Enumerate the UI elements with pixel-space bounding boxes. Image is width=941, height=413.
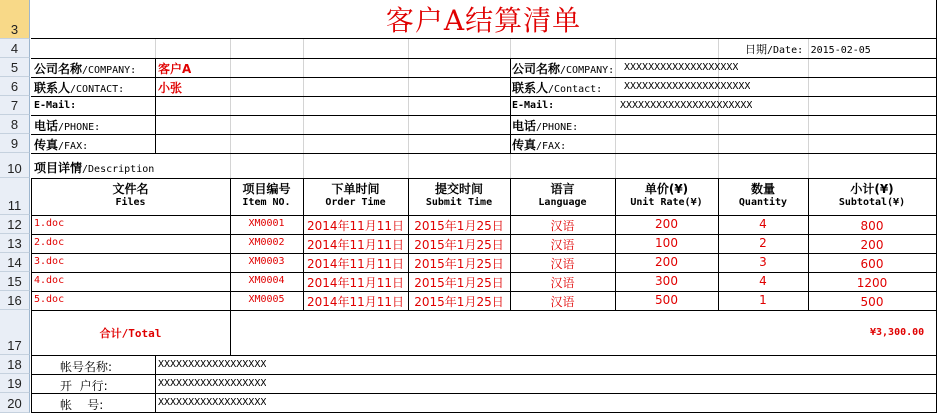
language-cell[interactable]: 汉语: [550, 238, 575, 252]
column-header-item-no[interactable]: 项目编号 Item NO.: [242, 182, 291, 208]
column-header-unit-rate[interactable]: 单价(¥) Unit Rate(¥): [630, 182, 703, 208]
bank-label: 开 户行:: [60, 379, 108, 393]
column-header-subtotal[interactable]: 小计(¥) Subtotal(¥): [838, 182, 906, 208]
language-cell[interactable]: 汉语: [550, 219, 575, 233]
account-name-value: XXXXXXXXXXXXXXXXXX: [158, 359, 267, 370]
subtotal-cell[interactable]: 200: [860, 238, 884, 252]
order-time-cell[interactable]: 2014年11月11日: [306, 257, 405, 271]
client-company-value: 客户A: [158, 62, 192, 76]
order-time-cell[interactable]: 2014年11月11日: [306, 276, 405, 290]
row-header[interactable]: 12: [0, 215, 30, 234]
date-label-en: /Date:: [767, 45, 804, 56]
item-cell[interactable]: XM0004: [248, 275, 285, 286]
unit-rate-cell[interactable]: 500: [655, 293, 678, 307]
client-contact-label: 联系人/CONTACT:: [34, 81, 125, 95]
file-cell[interactable]: 4.doc: [34, 275, 65, 286]
row-header[interactable]: 20: [0, 393, 30, 413]
submit-time-cell[interactable]: 2015年1月25日: [414, 238, 504, 252]
row-header[interactable]: 4: [0, 39, 30, 58]
page-title: 客户A结算清单: [385, 4, 582, 37]
date-value: 2015-02-05: [810, 45, 871, 56]
item-cell[interactable]: XM0001: [248, 218, 285, 229]
subtotal-cell[interactable]: 600: [860, 257, 884, 271]
quantity-cell[interactable]: 3: [759, 255, 767, 269]
account-no-value: XXXXXXXXXXXXXXXXXX: [158, 397, 267, 408]
order-time-cell[interactable]: 2014年11月11日: [306, 238, 405, 252]
vendor-company-value: XXXXXXXXXXXXXXXXXXX: [624, 62, 739, 73]
item-cell[interactable]: XM0005: [248, 294, 285, 305]
total-label: 合计/Total: [99, 327, 162, 340]
vendor-contact-label: 联系人/Contact:: [512, 81, 603, 95]
file-cell[interactable]: 5.doc: [34, 294, 65, 305]
subtotal-cell[interactable]: 800: [860, 219, 884, 233]
file-cell[interactable]: 1.doc: [34, 218, 65, 229]
row-header[interactable]: 11: [0, 178, 30, 215]
column-header-quantity[interactable]: 数量 Quantity: [738, 182, 788, 208]
account-no-label: 帐 号:: [60, 398, 104, 412]
order-time-cell[interactable]: 2014年11月11日: [306, 219, 405, 233]
client-contact-value: 小张: [158, 81, 183, 95]
description-label: 项目详情/Description: [34, 161, 155, 175]
row-header[interactable]: 19: [0, 374, 30, 393]
bank-value: XXXXXXXXXXXXXXXXXX: [158, 378, 267, 389]
quantity-cell[interactable]: 1: [759, 293, 767, 307]
account-name-label: 帐号名称:: [60, 360, 113, 374]
quantity-cell[interactable]: 4: [759, 217, 767, 231]
vendor-phone-label: 电话/PHONE:: [512, 119, 579, 133]
row-header[interactable]: 18: [0, 355, 30, 374]
total-value[interactable]: ¥3,300.00: [870, 327, 925, 338]
row-header[interactable]: 15: [0, 272, 30, 291]
client-company-label: 公司名称/COMPANY:: [34, 62, 137, 76]
subtotal-cell[interactable]: 500: [860, 295, 884, 309]
row-header[interactable]: 5: [0, 58, 30, 77]
quantity-cell[interactable]: 2: [759, 236, 767, 250]
client-phone-label: 电话/PHONE:: [34, 119, 101, 133]
date-label: 日期: [745, 43, 767, 56]
vendor-fax-label: 传真/FAX:: [512, 138, 567, 152]
submit-time-cell[interactable]: 2015年1月25日: [414, 219, 504, 233]
row-header[interactable]: 3: [0, 0, 30, 39]
row-header[interactable]: 10: [0, 153, 30, 178]
vendor-contact-value: XXXXXXXXXXXXXXXXXXXXX: [624, 81, 751, 92]
item-cell[interactable]: XM0002: [248, 237, 285, 248]
vendor-company-label: 公司名称/COMPANY:: [512, 62, 615, 76]
item-cell[interactable]: XM0003: [248, 256, 285, 267]
column-header-submit-time[interactable]: 提交时间 Submit Time: [425, 182, 493, 208]
file-cell[interactable]: 2.doc: [34, 237, 65, 248]
row-header[interactable]: 9: [0, 134, 30, 153]
order-time-cell[interactable]: 2014年11月11日: [306, 295, 405, 309]
row-header[interactable]: 14: [0, 253, 30, 272]
file-cell[interactable]: 3.doc: [34, 256, 65, 267]
row-header[interactable]: 7: [0, 96, 30, 115]
row-header[interactable]: 6: [0, 77, 30, 96]
unit-rate-cell[interactable]: 300: [655, 274, 678, 288]
language-cell[interactable]: 汉语: [550, 295, 575, 309]
unit-rate-cell[interactable]: 200: [655, 255, 678, 269]
client-email-label: E-Mail:: [34, 100, 77, 111]
row-header[interactable]: 13: [0, 234, 30, 253]
submit-time-cell[interactable]: 2015年1月25日: [414, 276, 504, 290]
quantity-cell[interactable]: 4: [759, 274, 767, 288]
row-header[interactable]: 16: [0, 291, 30, 310]
language-cell[interactable]: 汉语: [550, 276, 575, 290]
row-header[interactable]: 8: [0, 115, 30, 134]
column-header-files[interactable]: 文件名 Files: [112, 182, 149, 208]
date-field: [745, 41, 871, 57]
submit-time-cell[interactable]: 2015年1月25日: [414, 295, 504, 309]
row-header[interactable]: 17: [0, 310, 30, 355]
column-header-language[interactable]: 语言 Language: [538, 182, 587, 208]
column-header-order-time[interactable]: 下单时间 Order Time: [325, 182, 386, 208]
vendor-email-label: E-Mail:: [512, 100, 555, 111]
unit-rate-cell[interactable]: 100: [655, 236, 678, 250]
vendor-email-value: XXXXXXXXXXXXXXXXXXXXXX: [620, 100, 753, 111]
submit-time-cell[interactable]: 2015年1月25日: [414, 257, 504, 271]
unit-rate-cell[interactable]: 200: [655, 217, 678, 231]
subtotal-cell[interactable]: 1200: [856, 276, 888, 290]
client-fax-label: 传真/FAX:: [34, 138, 89, 152]
language-cell[interactable]: 汉语: [550, 257, 575, 271]
